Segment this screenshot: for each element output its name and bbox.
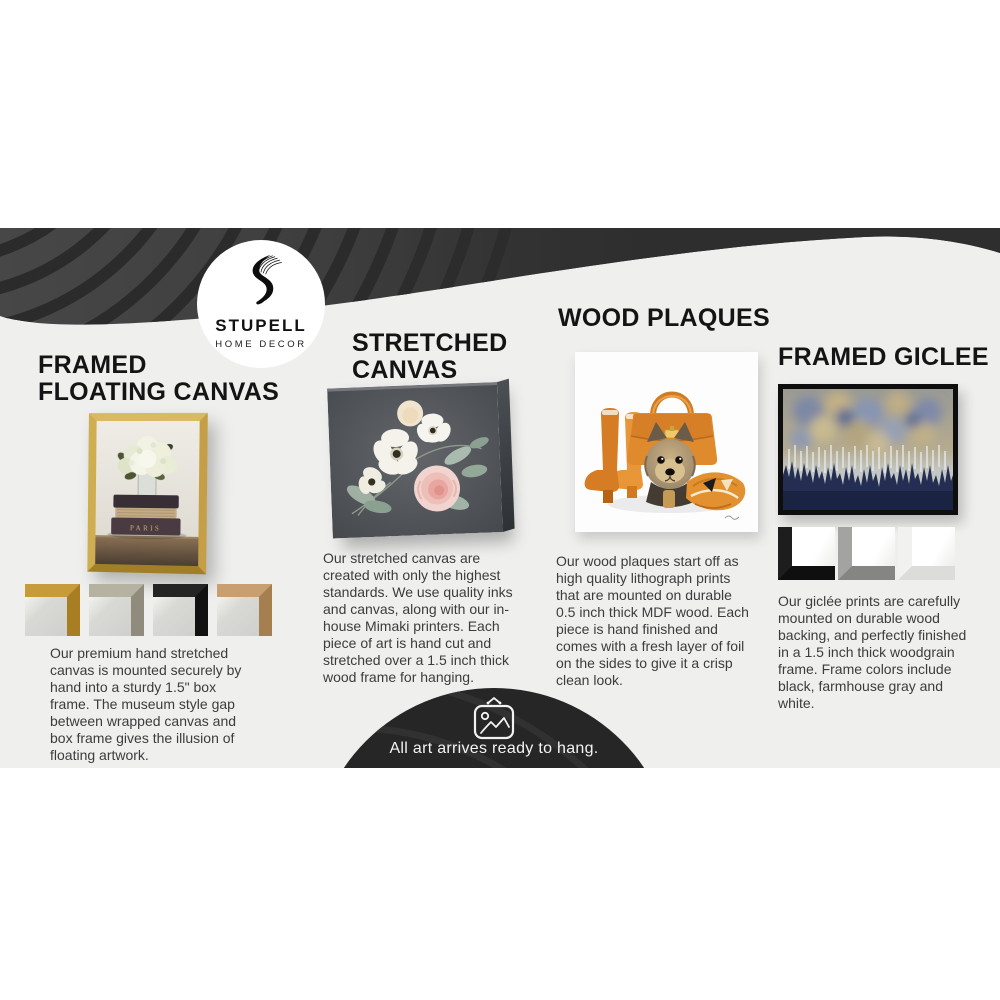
frame-swatch-bronze — [217, 584, 272, 636]
title-framed-giclee — [778, 344, 989, 371]
framed-giclee-artwork — [778, 384, 958, 515]
frame-swatch-farmhouse-gray — [838, 527, 895, 580]
title-line: WOOD PLAQUES — [558, 304, 770, 332]
stretched-canvas-artwork — [327, 380, 517, 545]
wood-plaque-artwork — [575, 352, 758, 532]
frame-swatch-black — [153, 584, 208, 636]
floating-canvas-artwork — [87, 413, 207, 574]
desc-stretched-canvas: Our stretched canvas are created with only the highest standards. We use quality inks and canvas, along with our in-house Mimaki printers. Each piece of art is hand cut and stretched over a 1.5 inch thick wood frame for hanging. — [323, 550, 513, 685]
ready-to-hang-banner — [344, 688, 644, 768]
title-line: CANVAS — [352, 356, 458, 384]
brand-tagline: HOME DECOR — [215, 339, 307, 350]
brand-logo — [197, 240, 325, 368]
title-line: STRETCHED — [352, 329, 508, 357]
frame-swatch-champagne — [89, 584, 144, 636]
stupell-s-monogram-icon — [230, 252, 292, 314]
title-line: FRAMED GICLEE — [778, 343, 989, 371]
canvas-front-face — [327, 382, 503, 538]
title-line: FLOATING CANVAS — [38, 378, 280, 406]
brand-name: STUPELL — [215, 316, 307, 335]
banner-text: All art arrives ready to hang. — [389, 740, 599, 757]
title-wood-plaques — [558, 305, 770, 332]
frame-swatch-black — [778, 527, 835, 580]
title-stretched-canvas — [352, 330, 507, 384]
desc-wood-plaques: Our wood plaques start off as high quality lithograph prints that are mounted on durable 0.5 inch thick MDF wood. Each piece is hand finished and comes with a fresh layer of foil on the sides to give it a crisp clean look. — [556, 553, 749, 688]
framed-picture-icon — [471, 696, 517, 742]
desc-framed-floating-canvas: Our premium hand stretched canvas is mounted securely by hand into a sturdy 1.5" box frame. The museum style gap between wrapped canvas and box frame gives the illusion of floating artwork. — [50, 645, 242, 763]
paris-book-label: PARIS — [129, 525, 162, 533]
frame-swatch-gold — [25, 584, 80, 636]
desc-framed-giclee: Our giclée prints are carefully mounted on durable wood backing, and perfectly finished in a 1.5 inch thick woodgrain frame. Frame colors include black, farmhouse gray and white. — [778, 593, 967, 711]
title-line: FRAMED — [38, 351, 147, 379]
floating-frame-swatches — [25, 584, 272, 636]
giclee-frame-swatches — [778, 527, 955, 580]
frame-swatch-white — [898, 527, 955, 580]
